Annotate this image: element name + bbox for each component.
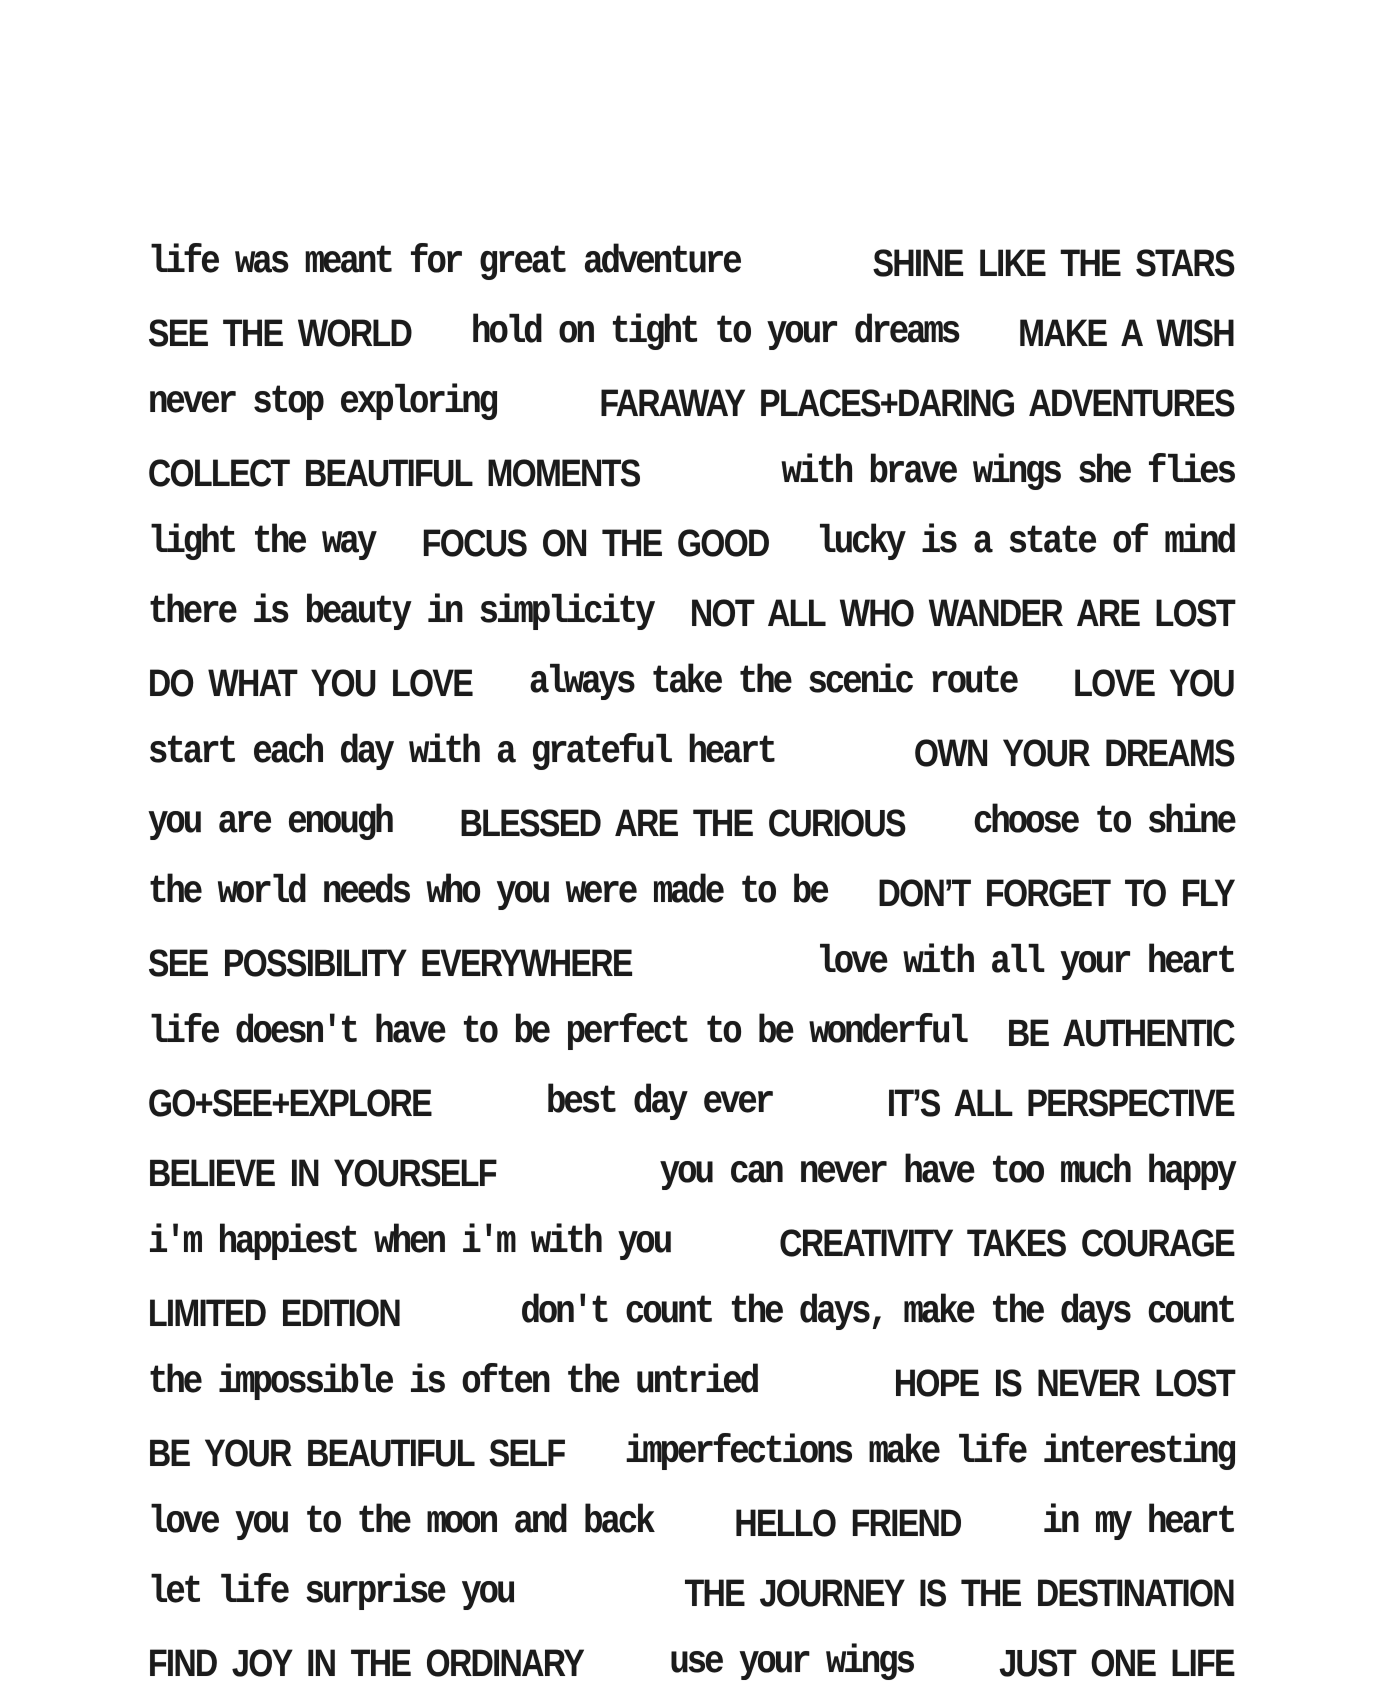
- phrase-caps: LOVE YOU: [1073, 661, 1234, 704]
- text-line: [148, 718, 1234, 788]
- phrase-caps: BELIEVE IN YOURSELF: [148, 1151, 496, 1194]
- text-line: [148, 1068, 1234, 1138]
- text-line: [148, 508, 1234, 578]
- text-line: [148, 1558, 1234, 1628]
- text-line: [148, 1628, 1234, 1698]
- phrase-caps: JUST ONE LIFE: [999, 1641, 1234, 1684]
- phrase-caps: LIMITED EDITION: [148, 1291, 401, 1334]
- phrase-typewriter: the world needs who you were made to be: [148, 871, 827, 915]
- phrase-caps: BE AUTHENTIC: [1006, 1011, 1234, 1054]
- phrase-caps: IT’S ALL PERSPECTIVE: [887, 1081, 1234, 1124]
- phrase-typewriter: light the way: [148, 521, 375, 565]
- phrase-lines-container: [148, 228, 1234, 1698]
- phrase-caps: NOT ALL WHO WANDER ARE LOST: [689, 591, 1234, 634]
- phrase-typewriter: hold on tight to your dreams: [471, 311, 959, 355]
- phrase-caps: SHINE LIKE THE STARS: [872, 241, 1234, 284]
- phrase-typewriter: there is beauty in simplicity: [148, 591, 653, 635]
- phrase-caps: CREATIVITY TAKES COURAGE: [779, 1221, 1234, 1264]
- phrase-caps: COLLECT BEAUTIFUL MOMENTS: [148, 451, 640, 494]
- phrase-typewriter: use your wings: [669, 1641, 914, 1685]
- phrase-typewriter: i'm happiest when i'm with you: [148, 1221, 671, 1265]
- phrase-typewriter: always take the scenic route: [529, 661, 1017, 705]
- phrase-caps: FIND JOY IN THE ORDINARY: [148, 1641, 584, 1684]
- phrase-caps: SEE THE WORLD: [148, 311, 412, 354]
- phrase-typewriter: don't count the days, make the days count: [520, 1291, 1234, 1335]
- phrase-typewriter: let life surprise you: [148, 1571, 514, 1615]
- phrase-caps: HOPE IS NEVER LOST: [893, 1361, 1234, 1404]
- text-line: [148, 1488, 1234, 1558]
- phrase-caps: DO WHAT YOU LOVE: [148, 661, 473, 704]
- phrase-typewriter: life was meant for great adventure: [148, 241, 740, 285]
- text-line: [148, 648, 1234, 718]
- phrase-typewriter: lucky is a state of mind: [816, 521, 1234, 565]
- text-line: [148, 1278, 1234, 1348]
- text-line: [148, 1208, 1234, 1278]
- phrase-typewriter: in my heart: [1042, 1501, 1234, 1545]
- phrase-typewriter: choose to shine: [972, 801, 1234, 845]
- phrase-caps: MAKE A WISH: [1018, 311, 1234, 354]
- text-line: [148, 788, 1234, 858]
- phrase-caps: THE JOURNEY IS THE DESTINATION: [684, 1571, 1234, 1614]
- text-line: [148, 368, 1234, 438]
- phrase-typewriter: the impossible is often the untried: [148, 1361, 758, 1405]
- phrase-typewriter: never stop exploring: [148, 381, 497, 425]
- phrase-typewriter: love you to the moon and back: [148, 1501, 653, 1545]
- text-line: [148, 928, 1234, 998]
- phrase-typewriter: best day ever: [545, 1081, 773, 1125]
- text-line: [148, 858, 1234, 928]
- phrase-caps: BLESSED ARE THE CURIOUS: [459, 801, 905, 844]
- text-line: [148, 998, 1234, 1068]
- phrase-caps: BE YOUR BEAUTIFUL SELF: [148, 1431, 565, 1474]
- phrase-typewriter: life doesn't have to be perfect to be wonderful: [148, 1011, 966, 1055]
- phrase-caps: DON’T FORGET TO FLY: [877, 871, 1234, 914]
- phrase-typewriter: you are enough: [148, 801, 392, 845]
- phrase-caps: SEE POSSIBILITY EVERYWHERE: [148, 941, 632, 984]
- phrase-typewriter: imperfections make life interesting: [624, 1431, 1234, 1475]
- text-line: [148, 1418, 1234, 1488]
- text-line: [148, 578, 1234, 648]
- text-line: [148, 438, 1234, 508]
- text-line: [148, 298, 1234, 368]
- phrase-caps: FARAWAY PLACES+DARING ADVENTURES: [599, 381, 1234, 424]
- phrase-typewriter: you can never have too much happy: [659, 1151, 1234, 1195]
- phrase-caps: GO+SEE+EXPLORE: [148, 1081, 432, 1124]
- phrase-typewriter: start each day with a grateful heart: [148, 731, 775, 775]
- phrase-typewriter: with brave wings she flies: [781, 451, 1234, 495]
- phrase-caps: OWN YOUR DREAMS: [913, 731, 1234, 774]
- text-line: [148, 1138, 1234, 1208]
- phrase-caps: FOCUS ON THE GOOD: [421, 521, 769, 564]
- phrase-typewriter: love with all your heart: [816, 941, 1234, 985]
- text-line: [148, 228, 1234, 298]
- phrase-caps: HELLO FRIEND: [734, 1501, 961, 1544]
- text-line: [148, 1348, 1234, 1418]
